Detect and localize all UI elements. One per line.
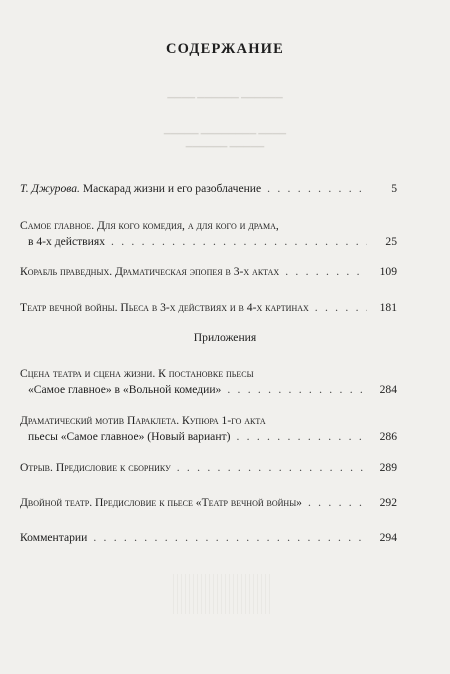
leader-dots	[227, 382, 367, 398]
toc-page-number: 289	[379, 461, 397, 474]
toc-entry-title: Комментарии	[20, 531, 88, 544]
toc-entry-title: Маскарад жизни и его разоблачение	[82, 182, 262, 195]
leader-dots	[93, 530, 367, 546]
toc-page-number: 286	[379, 430, 397, 443]
leader-dots	[285, 264, 367, 280]
toc-page-number: 25	[385, 235, 397, 248]
toc-entry-subtitle: в 4-х действиях	[28, 235, 105, 248]
toc-entry-title: Отрыв. Предисловие к сборнику	[20, 461, 171, 474]
toc-entry-title: Театр вечной войны. Пьеса в 3-х действиях и в 4-х картинах	[20, 301, 309, 314]
toc-page-number: 292	[379, 496, 397, 509]
section-heading: Приложения	[193, 331, 257, 344]
leader-dots	[111, 234, 367, 250]
toc-entry[interactable]	[20, 218, 397, 250]
toc-entry-title: Корабль праведных. Драматическая эпопея в 3-х актах	[20, 265, 280, 278]
toc-entry-title: Двойной театр. Предисловие к пьесе «Театр вечной войны»	[20, 496, 302, 509]
leader-dots	[315, 300, 367, 316]
toc-entry-title: Драматический мотив Параклета. Купюра 1-го акта	[20, 414, 266, 427]
show-through-text: ▁▁▁▁▁▁ ▁▁▁▁▁	[185, 137, 265, 147]
toc-entry[interactable]	[20, 413, 397, 445]
toc-entry[interactable]	[20, 366, 397, 398]
page-title: СОДЕРЖАНИЕ	[165, 41, 285, 57]
leader-dots	[177, 460, 367, 476]
toc-entry-subtitle: «Самое главное» в «Вольной комедии»	[28, 383, 222, 396]
show-through-text: ▁▁▁▁ ▁▁▁▁▁▁ ▁▁▁▁▁▁	[167, 88, 283, 98]
leader-dots	[308, 495, 367, 511]
toc-entry-author: Т. Джурова.	[20, 182, 80, 195]
toc-entry[interactable]	[20, 181, 397, 197]
toc-entry[interactable]	[20, 264, 397, 280]
leader-dots	[267, 181, 367, 197]
toc-entry[interactable]	[20, 495, 397, 511]
leader-dots	[236, 429, 367, 445]
toc-page-number: 5	[391, 182, 397, 195]
toc-entry[interactable]	[20, 530, 397, 546]
toc-page-number: 294	[379, 531, 397, 544]
toc-page-number: 109	[379, 265, 397, 278]
show-through-text: ▁▁▁▁▁ ▁▁▁▁▁▁▁▁ ▁▁▁▁	[163, 124, 287, 134]
toc-entry-subtitle: пьесы «Самое главное» (Новый вариант)	[28, 430, 231, 443]
toc-entry[interactable]	[20, 300, 397, 316]
toc-page-number: 284	[379, 383, 397, 396]
toc-entry[interactable]	[20, 460, 397, 476]
toc-page-number: 181	[379, 301, 397, 314]
toc-entry-title: Сцена театра и сцена жизни. К постановке пьесы	[20, 367, 254, 380]
toc-entry-title: Самое главное. Для кого комедия, а для кого и драма,	[20, 219, 279, 232]
show-through-barcode	[173, 574, 271, 614]
